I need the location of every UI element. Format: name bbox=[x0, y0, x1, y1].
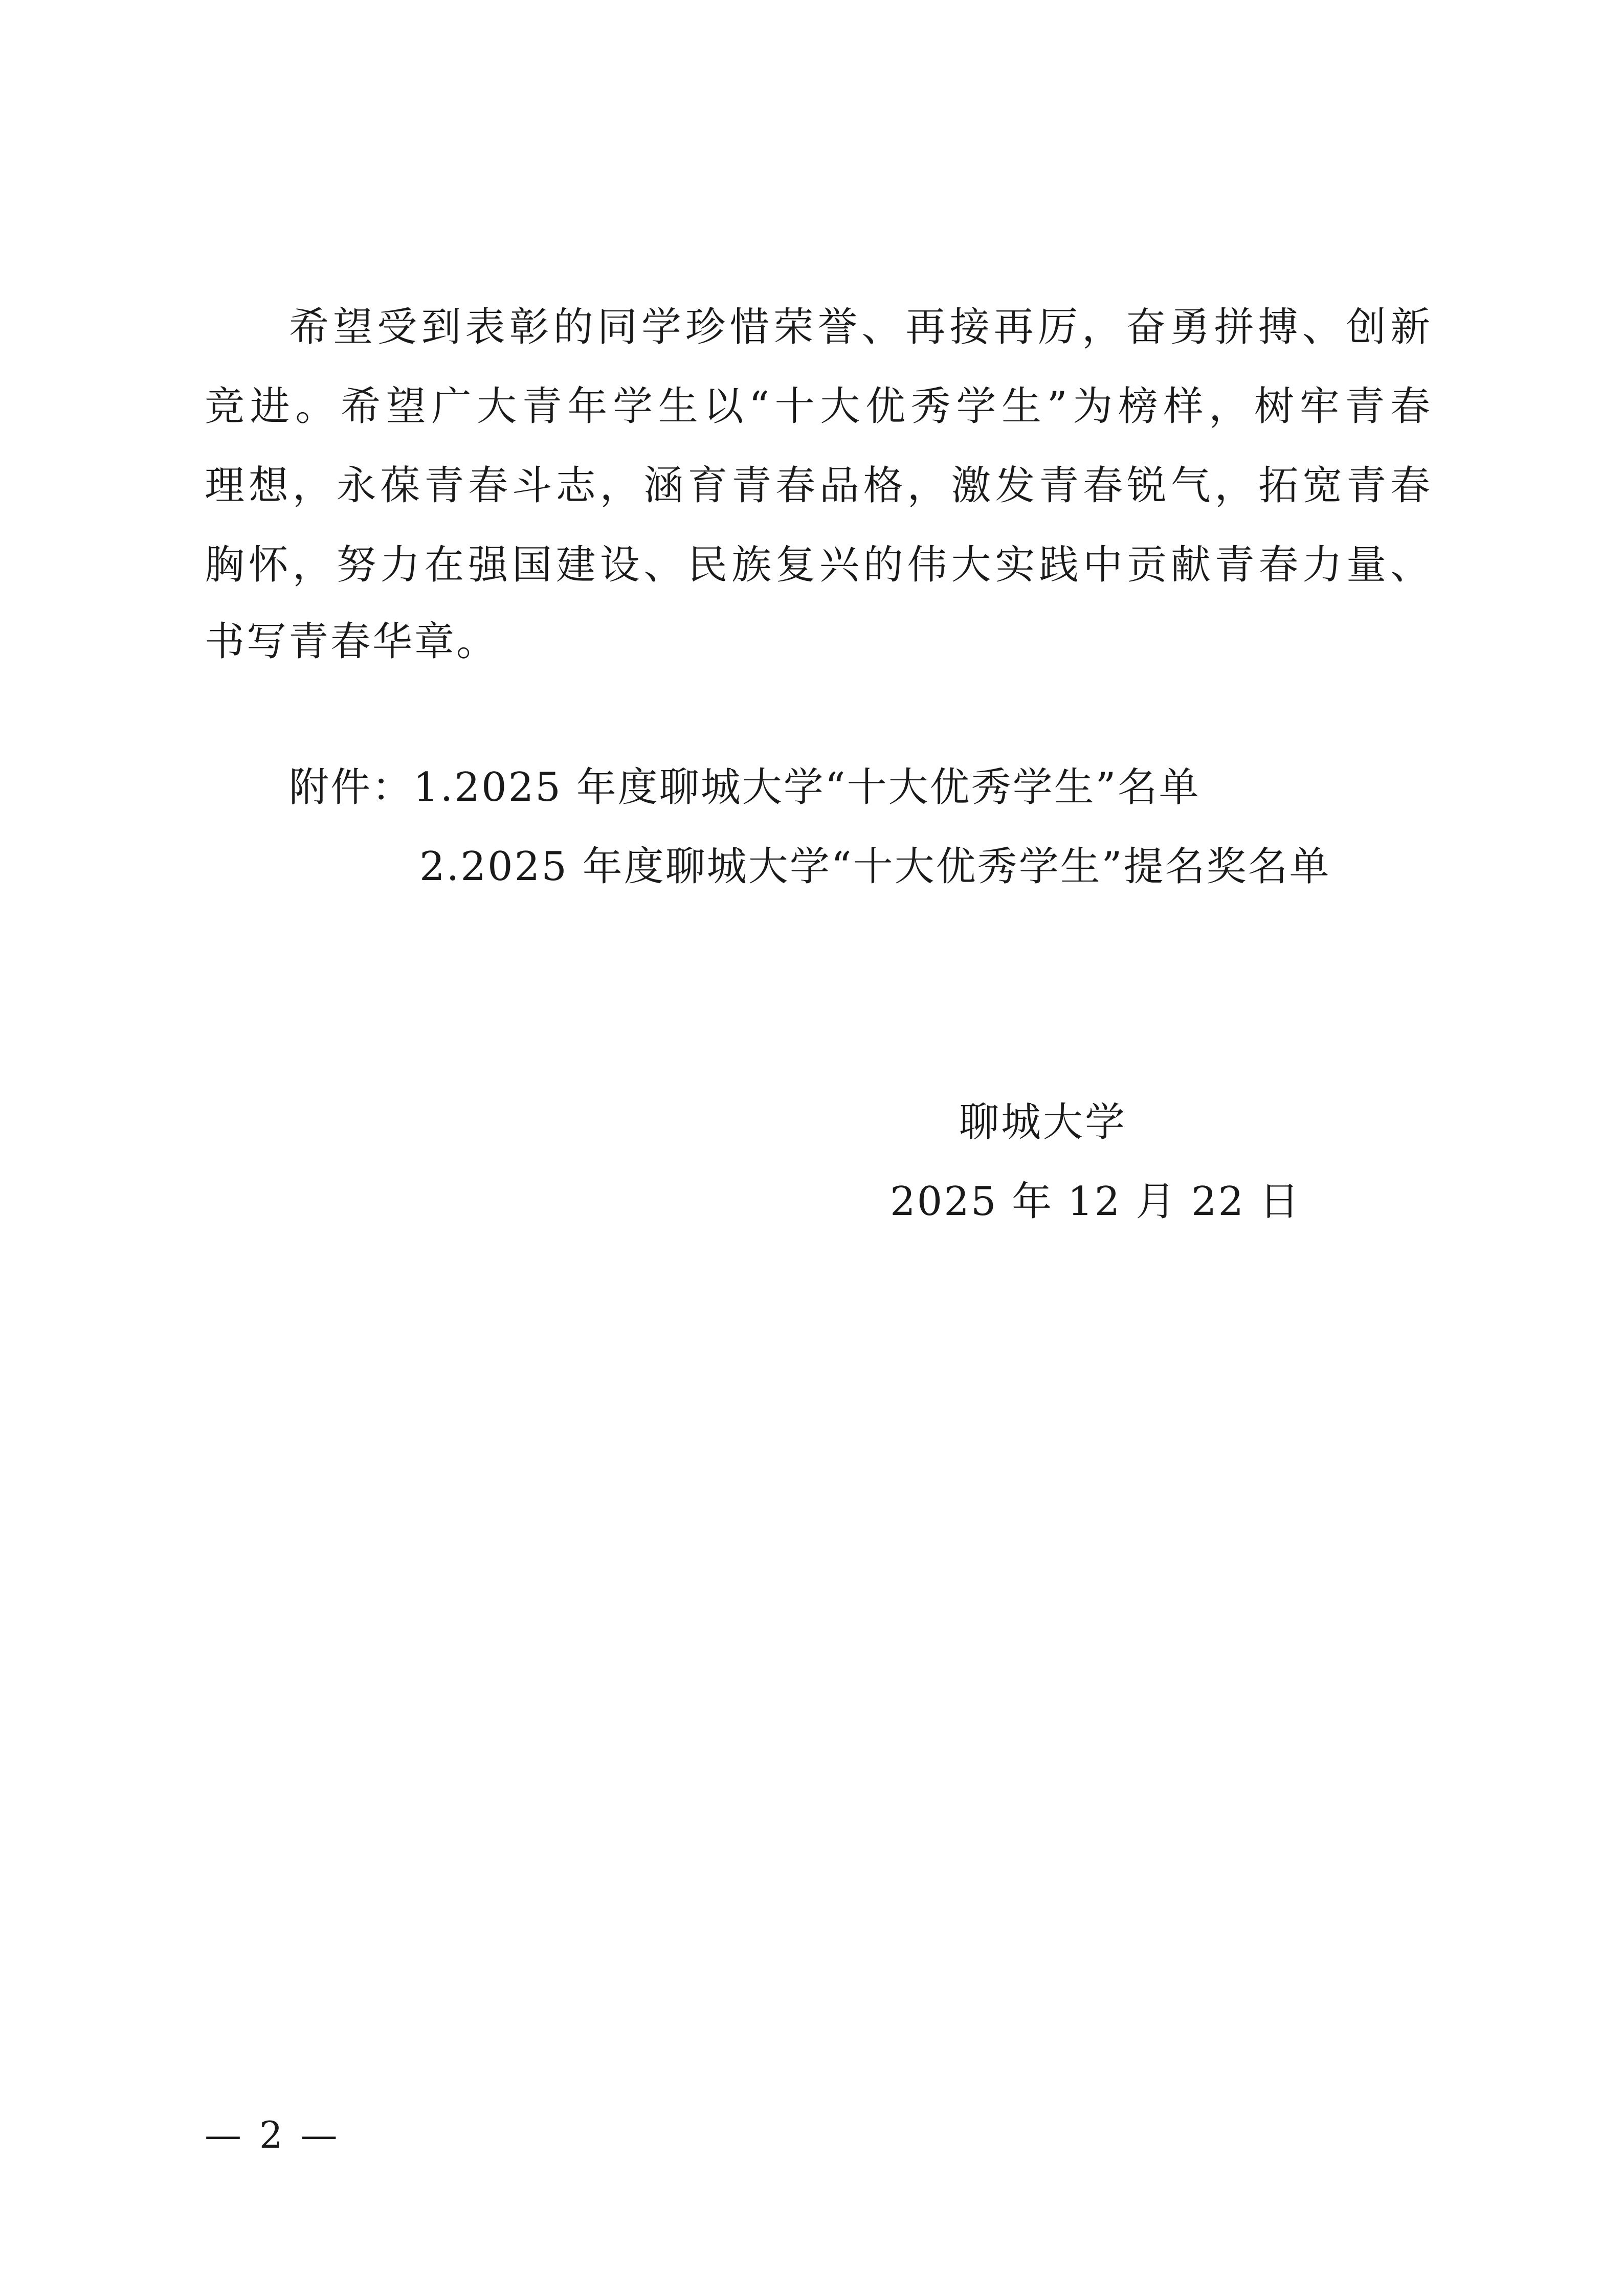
body-paragraph-line-4: 胸怀，努力在强国建设、民族复兴的伟大实践中贡献青春力量、 bbox=[205, 542, 1432, 588]
body-paragraph-line-5: 书写青春华章。 bbox=[205, 619, 499, 665]
signature-organization: 聊城大学 bbox=[959, 1099, 1127, 1145]
body-paragraph-line-3: 理想，永葆青春斗志，涵育青春品格，激发青春锐气，拓宽青春 bbox=[205, 463, 1432, 509]
attachment-line-1: 附件：1.2025 年度聊城大学“十大优秀学生”名单 bbox=[289, 764, 1200, 811]
signature-date: 2025 年 12 月 22 日 bbox=[890, 1179, 1301, 1225]
attachment-line-2: 2.2025 年度聊城大学“十大优秀学生”提名奖名单 bbox=[419, 844, 1331, 890]
page-number: — 2 — bbox=[205, 2113, 341, 2156]
body-paragraph-line-2: 竞进。希望广大青年学生以“十大优秀学生”为榜样，树牢青春 bbox=[205, 384, 1432, 430]
body-paragraph-line-1: 希望受到表彰的同学珍惜荣誉、再接再厉，奋勇拼搏、创新 bbox=[289, 304, 1432, 350]
